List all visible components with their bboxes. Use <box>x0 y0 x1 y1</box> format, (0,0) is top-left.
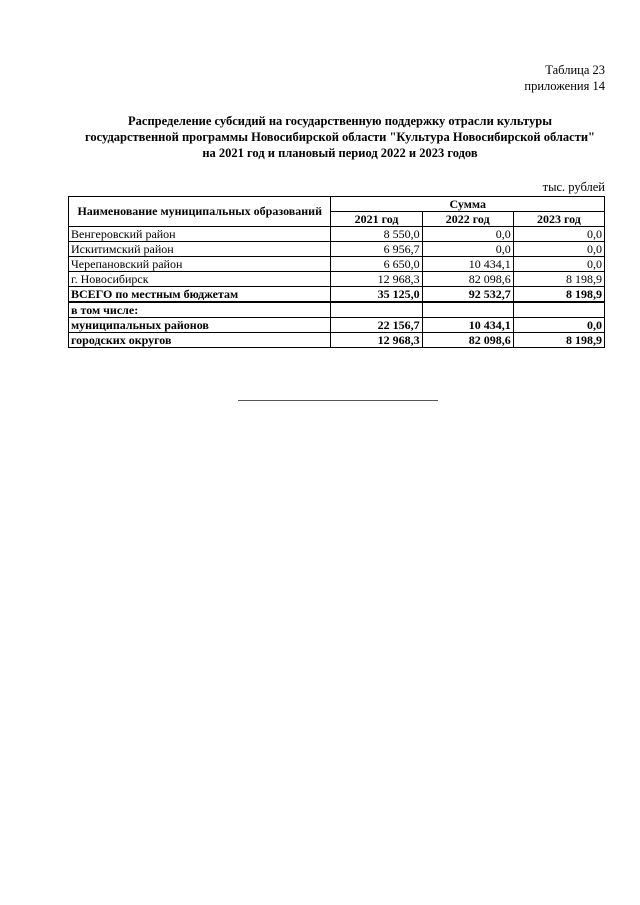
value-2023: 8 198,9 <box>513 333 604 348</box>
units-label: тыс. рублей <box>542 180 605 194</box>
closing-divider <box>238 400 438 401</box>
value-2021: 35 125,0 <box>331 287 422 303</box>
value-2022: 92 532,7 <box>422 287 513 303</box>
value-2022: 0,0 <box>422 227 513 242</box>
subsidy-table <box>68 196 605 348</box>
row-name: Искитимский район <box>69 242 331 257</box>
document-title <box>40 113 640 161</box>
value-2023: 8 198,9 <box>513 272 604 287</box>
value-2022: 10 434,1 <box>422 257 513 272</box>
table-number: Таблица 23 <box>545 63 605 77</box>
value-2023: 8 198,9 <box>513 287 604 303</box>
value-2021: 12 968,3 <box>331 272 422 287</box>
value-2021 <box>331 302 422 318</box>
value-2022: 82 098,6 <box>422 333 513 348</box>
table-row <box>69 257 605 272</box>
row-name: Венгеровский район <box>69 227 331 242</box>
total-row <box>69 287 605 303</box>
row-name: ВСЕГО по местным бюджетам <box>69 287 331 303</box>
value-2023: 0,0 <box>513 242 604 257</box>
table-row <box>69 272 605 287</box>
title-line-3: на 2021 год и плановый период 2022 и 2023 годов <box>202 146 478 160</box>
value-2021: 22 156,7 <box>331 318 422 333</box>
value-2021: 6 650,0 <box>331 257 422 272</box>
value-2022: 0,0 <box>422 242 513 257</box>
value-2022: 10 434,1 <box>422 318 513 333</box>
appendix-number: приложения 14 <box>524 79 605 93</box>
value-2023: 0,0 <box>513 227 604 242</box>
title-line-1: Распределение субсидий на государственную поддержку отрасли культуры <box>128 114 552 128</box>
header-municipality: Наименование муниципальных образований <box>69 197 331 227</box>
table-row <box>69 227 605 242</box>
subtotal-row <box>69 318 605 333</box>
including-row <box>69 302 605 318</box>
title-line-2: государственной программы Новосибирской области "Культура Новосибирской области" <box>84 130 596 144</box>
value-2021: 6 956,7 <box>331 242 422 257</box>
row-name: городских округов <box>69 333 331 348</box>
header-year-2022: 2022 год <box>422 212 513 227</box>
table-reference <box>524 62 605 94</box>
value-2023: 0,0 <box>513 318 604 333</box>
row-name: муниципальных районов <box>69 318 331 333</box>
value-2022: 82 098,6 <box>422 272 513 287</box>
value-2023: 0,0 <box>513 257 604 272</box>
value-2022 <box>422 302 513 318</box>
subtotal-row <box>69 333 605 348</box>
value-2021: 8 550,0 <box>331 227 422 242</box>
header-sum: Сумма <box>331 197 605 212</box>
row-name: Черепановский район <box>69 257 331 272</box>
value-2021: 12 968,3 <box>331 333 422 348</box>
row-name: в том числе: <box>69 302 331 318</box>
header-year-2023: 2023 год <box>513 212 604 227</box>
table-row <box>69 242 605 257</box>
header-year-2021: 2021 год <box>331 212 422 227</box>
row-name: г. Новосибирск <box>69 272 331 287</box>
value-2023 <box>513 302 604 318</box>
